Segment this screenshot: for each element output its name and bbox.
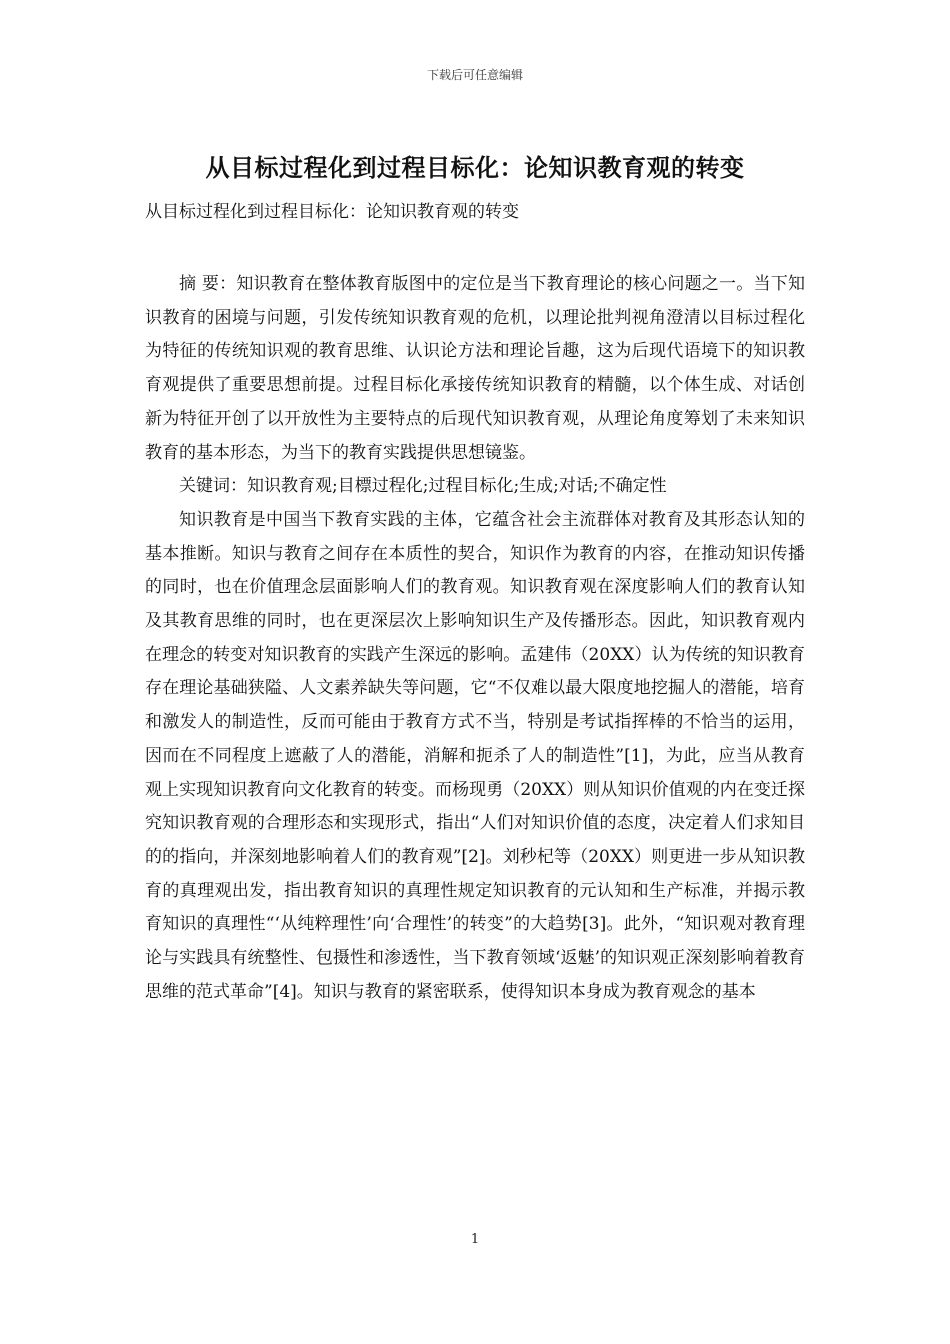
document-subtitle: 从目标过程化到过程目标化：论知识教育观的转变 [145, 202, 519, 222]
body-paragraph: 知识教育是中国当下教育实践的主体，它蕴含社会主流群体对教育及其形态认知的基本推断。知识与教育之间存在本质性的契合，知识作为教育的内容，在推动知识传播的同时，也在价值理念层面影响人们的教育观。知识教育观在深度影响人们的教育认知及其教育思维的同时，也在更深层次上影响知识生产及传播形态。因此，知识教育观内在理念的转变对知识教育的实践产生深远的影响。孟建伟（20XX）认为传统的知识教育存在理论基础狭隘、人文素养缺失等问题，它“不仅难以最大限度地挖掘人的潜能，培育和激发人的制造性，反而可能由于教育方式不当，特别是考试指挥棒的不恰当的运用，因而在不同程度上遮蔽了人的潜能，消解和扼杀了人的制造性”[1]，为此，应当从教育观上实现知识教育向文化教育的转变。而杨现勇（20XX）则从知识价值观的内在变迁探究知识教育观的合理形态和实现形式，指出“人们对知识价值的态度，决定着人们求知目的的指向，并深刻地影响着人们的教育观”[2]。刘秒杞等（20XX）则更进一步从知识教育的真理观出发，指出教育知识的真理性规定知识教育的元认知和生产标准，并揭示教育知识的真理性“‘从纯粹理性’向‘合理性’的转变”的大趋势[3]。此外，“知识观对教育理论与实践具有统整性、包摄性和渗透性，当下教育领域‘返魅’的知识观正深刻影响着教育思维的范式革命”[4]。知识与教育的紧密联系，使得知识本身成为教育观念的基本 [145, 509, 805, 1002]
document-body [145, 268, 805, 1009]
page-number: 1 [470, 1232, 480, 1247]
header-note: 下载后可任意编辑 [426, 68, 523, 82]
abstract-paragraph: 摘 要：知识教育在整体教育版图中的定位是当下教育理论的核心问题之一。当下知识教育的困境与问题，引发传统知识教育观的危机，以理论批判视角澄清以目标过程化为特征的传统知识观的教育思维、认识论方法和理论旨趣，这为后现代语境下的知识教育观提供了重要思想前提。过程目标化承接传统知识教育的精髓，以个体生成、对话创新为特征开创了以开放性为主要特点的后现代知识教育观，从理论角度筹划了未来知识教育的基本形态，为当下的教育实践提供思想镜鉴。 [145, 274, 805, 463]
keywords-paragraph: 关键词：知识教育观;目標过程化;过程目标化;生成;对话;不确定性 [179, 476, 667, 497]
document-title: 从目标过程化到过程目标化：论知识教育观的转变 [205, 153, 745, 182]
